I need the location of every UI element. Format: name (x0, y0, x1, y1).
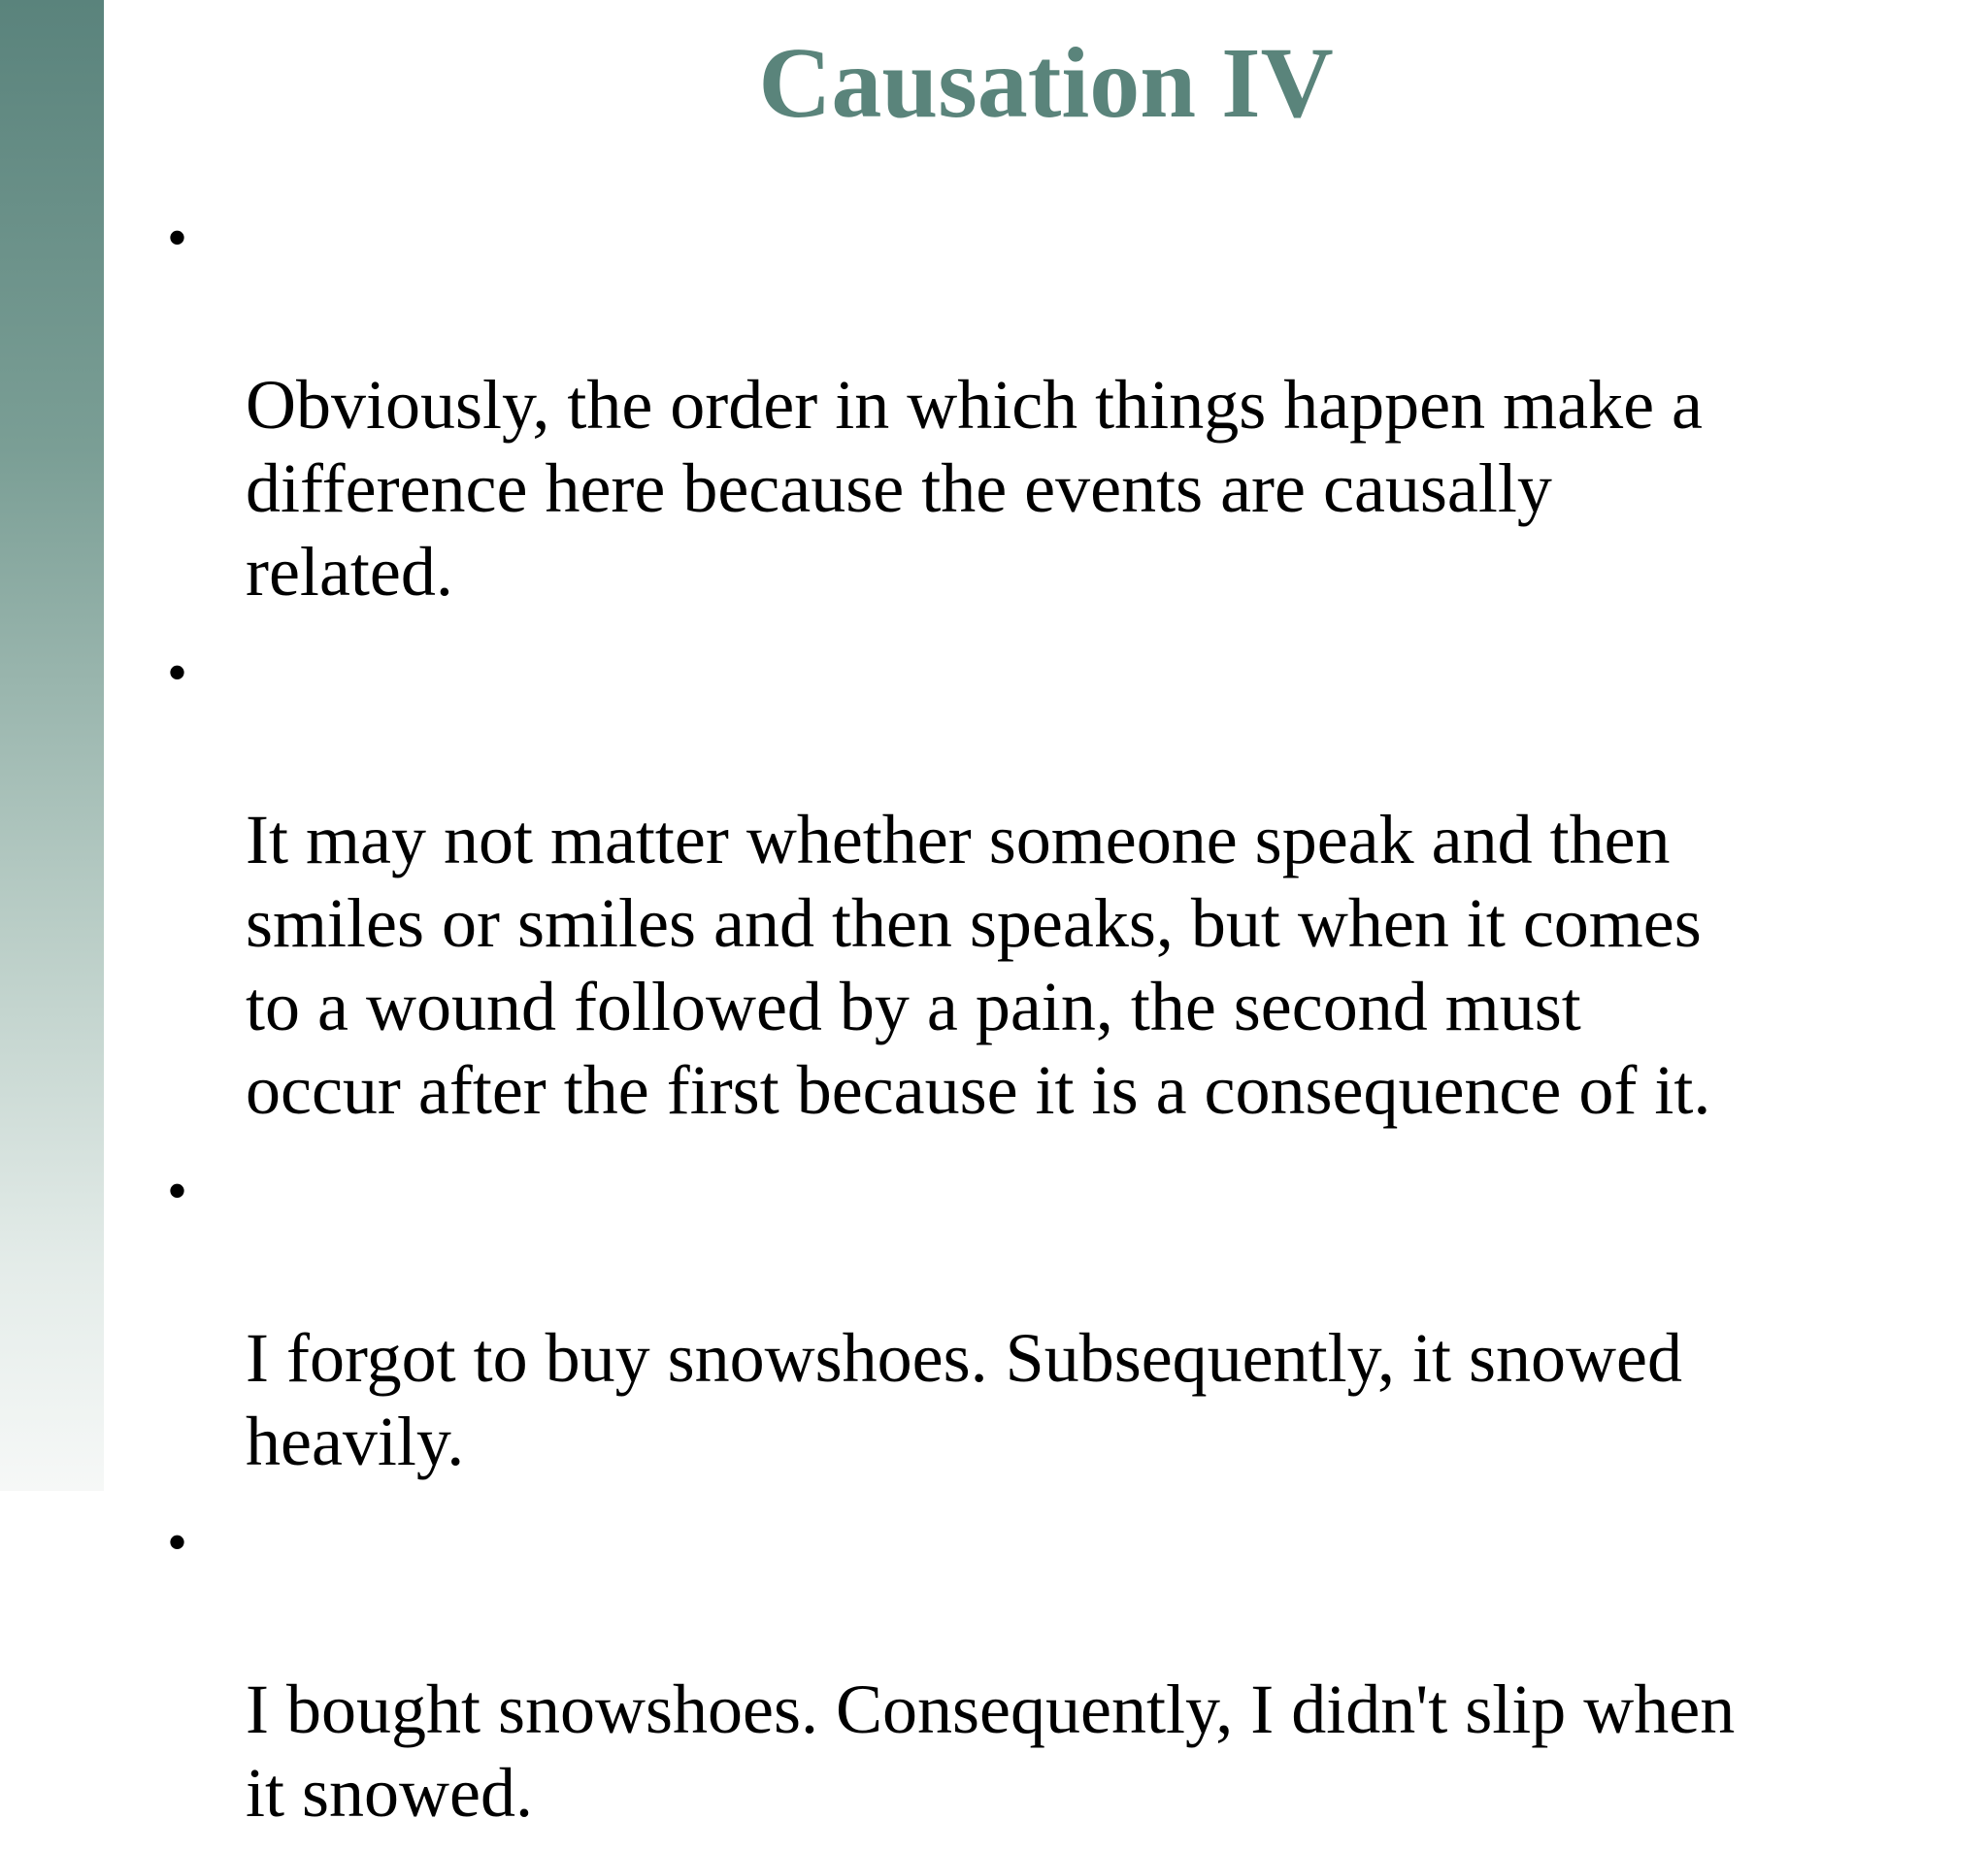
bullet-icon: • (167, 206, 188, 270)
bullet-text: Obviously, the order in which things happen make a difference here because the events are causally related. (246, 366, 1703, 611)
bullet-icon: • (167, 641, 188, 705)
bullet-item (167, 1501, 1914, 1835)
bullet-item (167, 196, 1914, 613)
bullet-item (167, 631, 1914, 1132)
bullet-text: I forgot to buy snowshoes. Subsequently, it snowed heavily. (246, 1319, 1682, 1480)
decorative-sidebar (0, 0, 104, 1491)
bullet-icon: • (167, 1159, 188, 1223)
bullet-text: I bought snowshoes. Consequently, I didn't slip when it snowed. (246, 1670, 1736, 1832)
bullet-list (167, 196, 1914, 1852)
bullet-icon: • (167, 1510, 188, 1574)
slide-title: Causation IV (758, 27, 1334, 139)
bullet-item (167, 1149, 1914, 1483)
bullet-text: It may not matter whether someone speak and then smiles or smiles and then speaks, but when it comes to a wound followed by a pain, the second must occur after the first because it is a consequence of it. (246, 801, 1711, 1129)
